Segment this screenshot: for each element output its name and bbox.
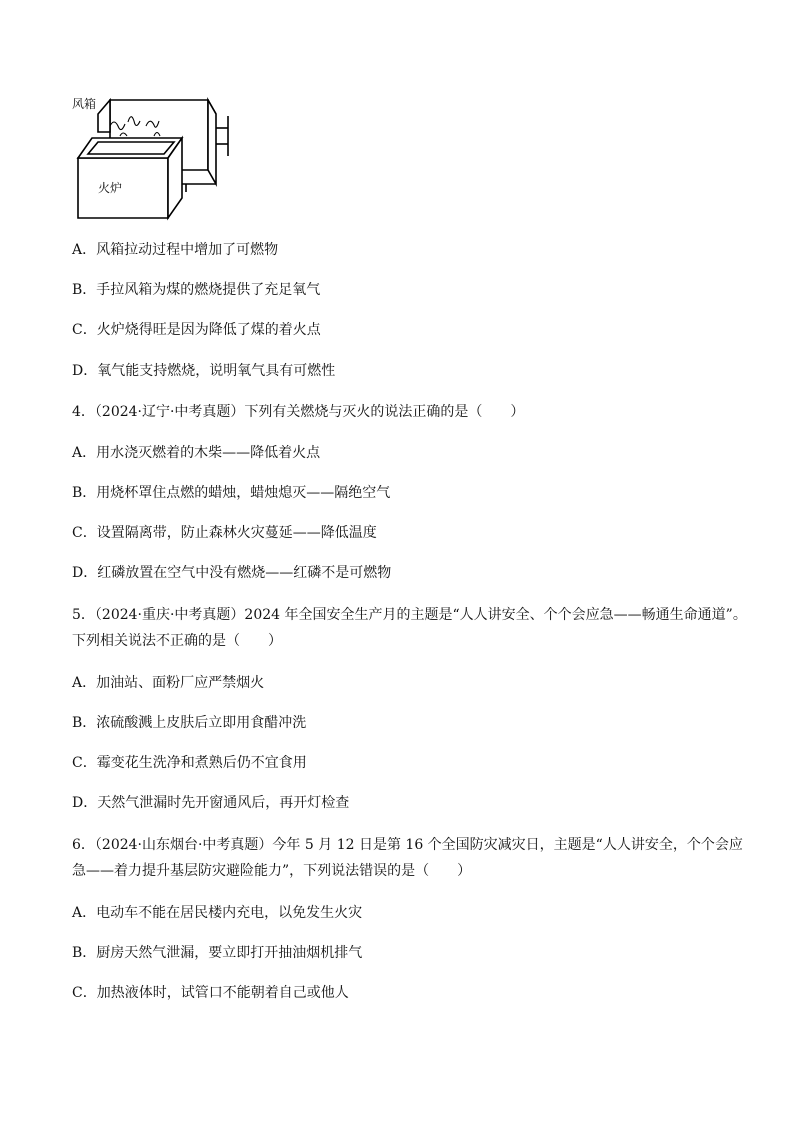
q6-option-b: B．厨房天然气泄漏，要立即打开抽油烟机排气 xyxy=(72,945,363,961)
q5-option-d: D．天然气泄漏时先开窗通风后，再开灯检查 xyxy=(72,795,350,811)
furnace-label: 火炉 xyxy=(98,181,123,195)
q5-stem-line1: 5．（2024·重庆·中考真题）2024 年全国安全生产月的主题是“人人讲安全、个个会应急——畅通生命通道”。 xyxy=(72,607,747,623)
q4-option-b: B．用烧杯罩住点燃的蜡烛，蜡烛熄灭——隔绝空气 xyxy=(72,485,391,501)
q3-option-a: A．风箱拉动过程中增加了可燃物 xyxy=(72,242,279,258)
q5-option-b: B．浓硫酸溅上皮肤后立即用食醋冲洗 xyxy=(72,715,307,731)
q5-stem-line2: 下列相关说法不正确的是（ ） xyxy=(72,633,282,649)
q5-option-c: C．霉变花生洗净和煮熟后仍不宜食用 xyxy=(72,755,307,771)
q4-stem: 4．（2024·辽宁·中考真题）下列有关燃烧与灭火的说法正确的是（ ） xyxy=(72,404,525,420)
q6-option-c: C．加热液体时，试管口不能朝着自己或他人 xyxy=(72,985,349,1001)
q3-option-d: D．氧气能支持燃烧，说明氧气具有可燃性 xyxy=(72,363,336,379)
q3-option-b: B．手拉风箱为煤的燃烧提供了充足氧气 xyxy=(72,282,321,298)
q6-option-a: A．电动车不能在居民楼内充电，以免发生火灾 xyxy=(72,905,363,921)
q3-option-c: C．火炉烧得旺是因为降低了煤的着火点 xyxy=(72,322,321,338)
q6-stem-line2: 急——着力提升基层防灾避险能力”，下列说法错误的是（ ） xyxy=(72,863,472,879)
bellows-furnace-figure xyxy=(70,92,240,224)
q5-option-a: A．加油站、面粉厂应严禁烟火 xyxy=(72,675,265,691)
q4-option-d: D．红磷放置在空气中没有燃烧——红磷不是可燃物 xyxy=(72,565,392,581)
q6-stem-line1: 6．（2024·山东烟台·中考真题）今年 5 月 12 日是第 16 个全国防灾减灾日，主题是“人人讲安全，个个会应 xyxy=(72,837,743,853)
q4-option-a: A．用水浇灭燃着的木柴——降低着火点 xyxy=(72,445,321,461)
bellows-label: 风箱 xyxy=(72,97,97,111)
q4-option-c: C．设置隔离带，防止森林火灾蔓延——降低温度 xyxy=(72,525,377,541)
